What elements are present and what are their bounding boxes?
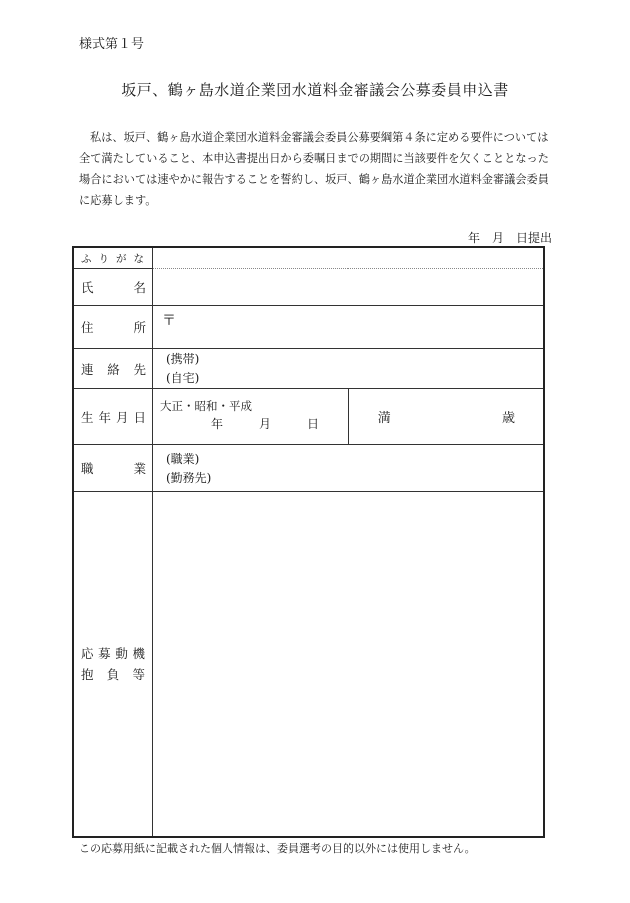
application-form-table [72, 246, 545, 838]
contact-home-label: (自宅) [166, 371, 200, 385]
birthdate-field[interactable] [153, 389, 349, 445]
furigana-field[interactable] [153, 247, 545, 269]
address-field[interactable] [153, 306, 545, 349]
birthdate-label: 生 年 月 日 [73, 389, 153, 445]
privacy-notice: この応募用紙に記載された個人情報は、委員選考の目的以外には使用しません。 [79, 842, 476, 855]
submission-date-line: 年 月 日提出 [467, 231, 552, 245]
declaration-text: 私は、坂戸、鶴ヶ島水道企業団水道料金審議会委員公募要綱第４条に定める要件については全て満たしていること、本申込書提出日から委嘱日までの期間に当該要件を欠くこととなった場合においては速やかに報告することを誓約し、坂戸、鶴ヶ島水道企業団水道料金審議会委員に応募します。 [79, 131, 549, 207]
furigana-label: ふ り が な [73, 247, 153, 269]
postal-mark-icon: 〒 [162, 313, 176, 329]
name-row [73, 269, 544, 306]
age-field[interactable]: 満 歳 [348, 389, 544, 445]
form-number: 様式第１号 [79, 37, 145, 52]
address-label: 住 所 [73, 306, 153, 349]
document-title: 坂戸、鶴ヶ島水道企業団水道料金審議会公募委員申込書 [121, 81, 509, 99]
contact-field[interactable] [153, 349, 545, 389]
workplace-label-text: (勤務先) [166, 470, 212, 485]
occupation-label: 職 業 [73, 445, 153, 492]
era-options: 大正・昭和・平成 [160, 398, 252, 413]
date-placeholder: 年 月 日 [211, 416, 320, 431]
address-row [73, 306, 544, 349]
motivation-field[interactable] [153, 492, 545, 838]
occupation-row [73, 445, 544, 492]
contact-row [73, 349, 544, 389]
contact-mobile-label: (携帯) [166, 352, 200, 366]
name-label: 氏 名 [73, 269, 153, 306]
motivation-row [73, 492, 544, 838]
contact-label: 連 絡 先 [73, 349, 153, 389]
motivation-label: 応 募 動 機 抱 負 等 [73, 492, 153, 838]
birthdate-row [73, 389, 544, 445]
occupation-field[interactable] [153, 445, 545, 492]
furigana-row [73, 247, 544, 269]
occupation-label-text: (職業) [166, 451, 200, 466]
name-field[interactable] [153, 269, 545, 306]
